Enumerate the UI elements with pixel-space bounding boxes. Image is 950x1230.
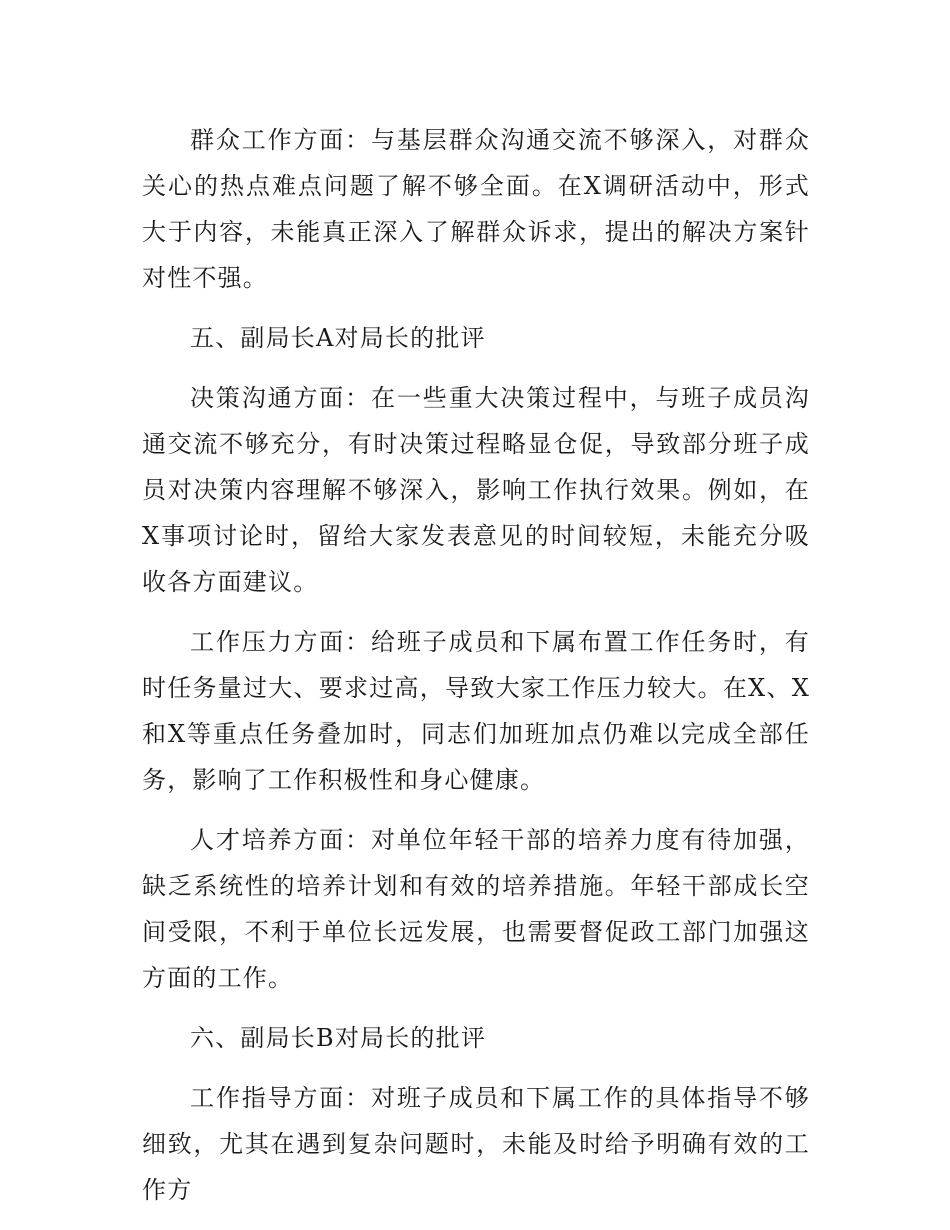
- paragraph-decision-communication: 决策沟通方面：在一些重大决策过程中，与班子成员沟通交流不够充分，有时决策过程略显仓促，导致部分班子成员对决策内容理解不够深入，影响工作执行效果。例如，在X事项讨论时，留给大家发表意见的时间较短，未能充分吸收各方面建议。: [142, 384, 810, 596]
- paragraph-work-guidance: 工作指导方面：对班子成员和下属工作的具体指导不够细致，尤其在遇到复杂问题时，未能及时给予明确有效的工作方: [142, 1084, 810, 1204]
- document-page: [142, 117, 810, 1227]
- paragraph-talent-training: 人才培养方面：对单位年轻干部的培养力度有待加强，缺乏系统性的培养计划和有效的培养措施。年轻干部成长空间受限，不利于单位长远发展，也需要督促政工部门加强这方面的工作。: [142, 826, 810, 992]
- paragraph-mass-work: 群众工作方面：与基层群众沟通交流不够深入，对群众关心的热点难点问题了解不够全面。在X调研活动中，形式大于内容，未能真正深入了解群众诉求，提出的解决方案针对性不强。: [142, 126, 810, 292]
- section-heading-five: 五、副局长A对局长的批评: [190, 324, 486, 352]
- section-heading-six: 六、副局长B对局长的批评: [190, 1024, 487, 1052]
- paragraph-work-pressure: 工作压力方面：给班子成员和下属布置工作任务时，有时任务量过大、要求过高，导致大家工作压力较大。在X、X和X等重点任务叠加时，同志们加班加点仍难以完成全部任务，影响了工作积极性和身心健康。: [142, 628, 810, 794]
